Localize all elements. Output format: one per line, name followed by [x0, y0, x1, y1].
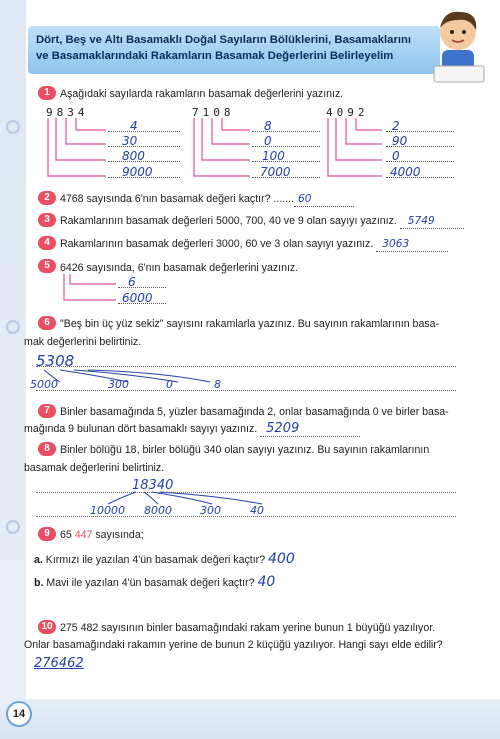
question-2-answer: 60: [294, 192, 354, 207]
question-4-text: Rakamlarının basamak değerleri 3000, 60 ve 3 olan sayıyı yazınız.: [60, 238, 374, 250]
q1-answer-line: [252, 118, 320, 132]
page-footer: [0, 699, 500, 739]
q1-answer-line: [108, 118, 180, 132]
q1-answer: 8: [264, 119, 272, 133]
question-2-text: 4768 sayısında 6'nın basamak değeri kaçtır? .......: [60, 193, 295, 205]
q6-value: 0: [166, 378, 173, 391]
question-number-badge: 4: [38, 236, 56, 250]
q1-answer-line: [386, 133, 454, 147]
question-6-text-line2: mak değerlerini belirtiniz.: [24, 336, 142, 348]
q1-number-2: 7108: [192, 106, 235, 119]
question-number-badge: 1: [38, 86, 56, 100]
section-header: [28, 26, 440, 74]
q1-number-1: 9834: [46, 106, 89, 119]
q5-answer-line: [118, 290, 166, 304]
q5-bracket-lines: [62, 274, 122, 306]
question-3-answer: 5749: [400, 214, 464, 229]
question-7-text-line2: mağında 9 bulunan dört basamaklı sayıyı yazınız.: [24, 423, 258, 435]
question-number-badge: 6: [38, 316, 56, 330]
q9a-label: a.: [34, 554, 43, 566]
q6-answer-line-2: [36, 390, 456, 391]
q9b-answer: 40: [257, 574, 276, 590]
q1-answer-line: [386, 164, 454, 178]
q9-text-pre: 65: [60, 529, 75, 541]
question-number-badge: 5: [38, 259, 56, 273]
q9b-label: b.: [34, 577, 44, 589]
q8-value: 10000: [90, 504, 125, 517]
q1-answer: 9000: [122, 165, 153, 179]
question-9a: [34, 552, 295, 567]
q10-answer: 276462: [34, 656, 84, 671]
question-number-badge: 7: [38, 404, 56, 418]
q1-answer-line: [252, 164, 320, 178]
question-2: [60, 192, 354, 207]
question-3: [60, 214, 464, 229]
question-7-text-line1: Binler basamağında 5, yüzler basamağında 2, onlar basamağında 0 ve birler basa-: [60, 406, 449, 418]
q8-arrows: [100, 488, 280, 508]
question-8-text-line2: basamak değerlerini belirtiniz.: [24, 462, 165, 474]
q9a-text: Kırmızı ile yazılan 4'ün basamak değeri kaçtır?: [45, 554, 266, 566]
q6-arrows: [40, 364, 220, 386]
q6-value: 300: [108, 378, 129, 391]
question-9b: [34, 575, 275, 590]
q6-value: 8: [214, 378, 221, 391]
q1-answer: 100: [262, 149, 285, 163]
q9b-text: Mavi ile yazılan 4'ün basamak değeri kaçtır?: [46, 577, 255, 589]
q1-answer: 0: [264, 134, 272, 148]
question-9-text: [60, 528, 144, 542]
q1-answer: 90: [392, 134, 408, 148]
q9a-answer: 400: [268, 551, 295, 567]
q5-answer: 6000: [122, 291, 153, 305]
q5-answer-line: [118, 274, 166, 288]
q1-answer: 800: [122, 149, 145, 163]
question-number-badge: 3: [38, 213, 56, 227]
question-number-badge: 2: [38, 191, 56, 205]
question-number-badge: 10: [38, 620, 56, 634]
q1-answer-line: [386, 118, 454, 132]
q1-answer-line: [108, 133, 180, 147]
question-6-text-line1: "Beş bin üç yüz sekiz" sayısını rakamlarla yazınız. Bu sayının rakamlarının basa-: [60, 318, 440, 330]
question-10-text-line2: Onlar basamağındaki rakamın yerine de bunun 2 küçüğü yazılıyor. Hangi sayı elde edilir?: [24, 639, 443, 651]
q1-answer: 0: [392, 149, 400, 163]
student-mascot-icon: [428, 6, 490, 88]
q5-answer: 6: [128, 275, 136, 289]
decorative-circle-icon: [6, 120, 20, 134]
q9-highlight-number: 447: [74, 529, 93, 541]
question-number-badge: 9: [38, 527, 56, 541]
q9-text-post: sayısında;: [92, 529, 144, 541]
q1-answer: 4: [130, 119, 138, 133]
question-number-badge: 8: [38, 442, 56, 456]
q1-answer: 4000: [390, 165, 421, 179]
question-7: [24, 422, 470, 437]
question-1-text: Aşağıdaki sayılarda rakamların basamak değerlerini yazınız.: [60, 88, 344, 100]
q1-number-3: 4092: [326, 106, 369, 119]
question-10-text-line1: 275 482 sayısının binler basamağındaki rakam yerine bunun 1 büyüğü yazılıyor.: [60, 622, 436, 634]
question-7-answer: 5209: [260, 422, 360, 437]
q1-answer-line: [252, 148, 320, 162]
q8-value: 8000: [144, 504, 172, 517]
q1-answer-line: [252, 133, 320, 147]
question-8-text-line1: Binler bölüğü 18, birler bölüğü 340 olan sayıyı yazınız. Bu sayının rakamlarının: [60, 444, 430, 456]
decorative-circle-icon: [6, 320, 20, 334]
header-title-line2: ve Basamaklarındaki Rakamların Basamak Değerlerini Belirleyelim: [36, 50, 394, 62]
decorative-circle-icon: [6, 520, 20, 534]
q1-answer-line: [108, 148, 180, 162]
page-number: 14: [6, 701, 32, 727]
q1-answer: 2: [392, 119, 400, 133]
question-5-text: 6426 sayısında, 6'nın basamak değerlerini yazınız.: [60, 262, 299, 274]
q8-value: 300: [200, 504, 221, 517]
question-4: [60, 237, 448, 252]
q8-answer-number: 18340: [132, 478, 174, 493]
question-3-text: Rakamlarının basamak değerleri 5000, 700, 40 ve 9 olan sayıyı yazınız.: [60, 215, 397, 227]
q1-answer-line: [108, 164, 180, 178]
side-stripe: [0, 0, 26, 739]
q1-answer: 30: [122, 134, 138, 148]
q8-value: 40: [250, 504, 264, 517]
q6-value: 5000: [30, 378, 58, 391]
q6-answer-number: 5308: [36, 352, 75, 370]
q1-answer-line: [386, 148, 454, 162]
question-4-answer: 3063: [376, 237, 448, 252]
header-title-line1: Dört, Beş ve Altı Basamaklı Doğal Sayıların Bölüklerini, Basamaklarını: [36, 34, 412, 46]
q1-answer: 7000: [260, 165, 291, 179]
